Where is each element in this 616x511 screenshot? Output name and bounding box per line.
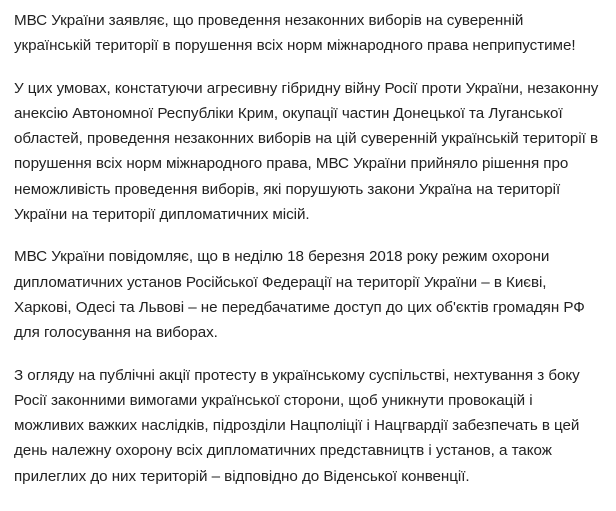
paragraph-2: У цих умовах, констатуючи агресивну гібридну війну Росії проти України, незаконну анексію Автономної Республіки Крим, окупації частин Донецької та Луганської областей, проведення незаконних виборів на цій суверенній українській території в порушення всіх норм міжнародного права, МВС України прийняло рішення про неможливість проведення виборів, які порушують закони Україна на території України на території дипломатичних місій.	[14, 79, 599, 224]
paragraph-3: МВС України повідомляє, що в неділю 18 березня 2018 року режим охорони дипломатичних установ Російської Федерації на території України – в Києві, Харкові, Одесі та Львові – не передбачатиме доступ до цих об'єктів громадян РФ для голосування на виборах.	[14, 248, 585, 342]
paragraph-1: МВС України заявляє, що проведення незаконних виборів на суверенній українській території в порушення всіх норм міжнародного права неприпустиме!	[14, 12, 576, 55]
paragraph-4: З огляду на публічні акції протесту в українському суспільстві, нехтування з боку Росії законними вимогами української сторони, щоб уникнути провокацій і можливих важких наслідків, підрозділи Нацполіції і Нацгвардії забезпечать в цей день належну охорону всіх дипломатичних представництв і установ, а також прилеглих до них територій – відповідно до Віденської конвенції.	[14, 366, 580, 485]
